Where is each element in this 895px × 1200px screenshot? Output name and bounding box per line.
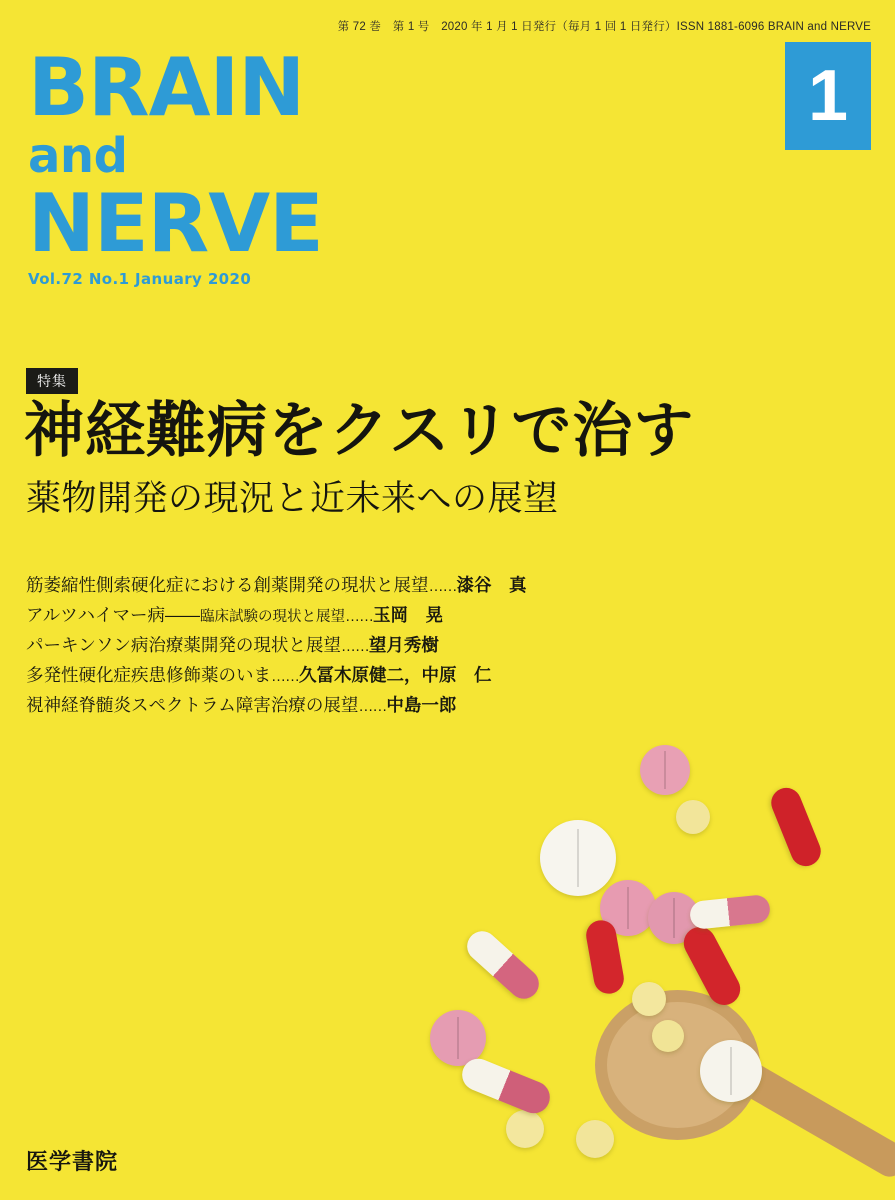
toc-title: アルツハイマー病―― xyxy=(26,605,200,626)
list-item xyxy=(26,660,666,690)
toc-author: 玉岡 晃 xyxy=(372,605,443,626)
tablet-pink xyxy=(648,892,700,944)
tablet-yellow xyxy=(576,1120,614,1158)
toc-dots: …… xyxy=(428,578,457,595)
toc-author: 望月秀樹 xyxy=(368,635,439,656)
masthead-top-line: 第 72 巻 第 1 号 2020 年 1 月 1 日発行（毎月 1 回 1 日発行）ISSN 1881-6096 BRAIN and NERVE xyxy=(337,21,871,33)
tablet-white xyxy=(700,1040,762,1102)
magazine-logo xyxy=(28,41,323,288)
toc-dots: …… xyxy=(340,638,369,656)
list-item xyxy=(26,690,666,720)
capsule-red xyxy=(767,783,826,870)
capsule-pink-white xyxy=(457,1054,554,1118)
spoon-bowl-inner xyxy=(607,1002,748,1128)
capsule-pink-white xyxy=(689,894,771,930)
tablet-pink xyxy=(430,1010,486,1066)
capsule-pink-white xyxy=(461,925,545,1005)
publisher-name: 医学書院 xyxy=(26,1149,119,1174)
tablet-yellow xyxy=(676,800,710,834)
list-item xyxy=(26,570,666,600)
capsule-red xyxy=(678,921,746,1010)
spoon-bowl xyxy=(595,990,760,1140)
feature-title: 神経難病をクスリで治す xyxy=(24,397,695,464)
toc-dots: …… xyxy=(271,668,299,686)
capsule-red xyxy=(584,918,626,996)
logo-line-and: and xyxy=(28,128,128,184)
toc-title: 多発性硬化症疾患修飾薬のいま xyxy=(26,665,271,686)
tablet-yellow xyxy=(652,1020,684,1052)
spoon-handle xyxy=(722,1052,895,1181)
pills-photo xyxy=(400,720,895,1200)
tablet-yellow xyxy=(506,1110,544,1148)
logo-line-nerve: NERVE xyxy=(28,177,323,270)
toc-author: 久冨木原健二，中原 仁 xyxy=(299,665,492,686)
list-item xyxy=(26,630,666,660)
toc-title: 筋萎縮性側索硬化症における創薬開発の現状と展望 xyxy=(26,575,429,595)
toc-dots: …… xyxy=(358,698,387,716)
volume-line: Vol.72 No.1 January 2020 xyxy=(28,270,252,288)
toc-title: パーキンソン病治療薬開発の現状と展望 xyxy=(26,635,341,656)
toc-title: 視神経脊髄炎スペクトラム障害治療の展望 xyxy=(26,695,359,716)
tablet-white xyxy=(540,820,616,896)
issue-number-badge: 1 xyxy=(785,42,871,150)
feature-badge: 特集 xyxy=(26,368,78,394)
list-item xyxy=(26,600,666,630)
logo-line-brain: BRAIN xyxy=(28,41,305,134)
table-of-contents xyxy=(26,570,666,720)
toc-author: 漆谷 真 xyxy=(456,575,527,595)
toc-dots: …… xyxy=(344,608,373,626)
tablet-pink xyxy=(640,745,690,795)
tablet-yellow xyxy=(632,982,666,1016)
feature-subtitle: 薬物開発の現況と近未来への展望 xyxy=(26,479,559,518)
toc-subtitle: 臨床試験の現状と展望 xyxy=(199,609,345,626)
toc-author: 中島一郎 xyxy=(386,695,457,716)
tablet-pink xyxy=(600,880,656,936)
